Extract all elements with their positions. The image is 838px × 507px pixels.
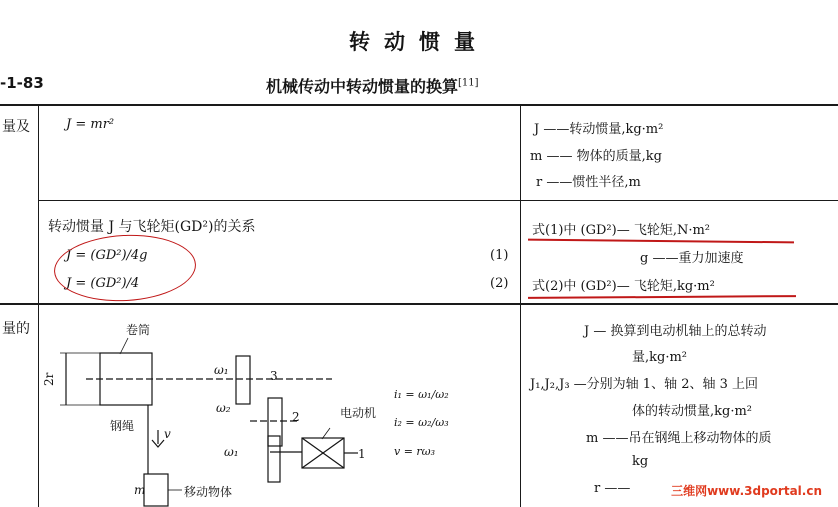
handwritten-underline-1	[528, 239, 794, 243]
mass-label: m	[134, 483, 146, 497]
row1-left-label: 量及	[2, 119, 30, 135]
definition-total-j: J — 换算到电动机轴上的总转动	[584, 324, 767, 339]
definition-total-j-cont: 量,kg·m²	[632, 350, 688, 365]
formula-2: J = (GD²)/4	[66, 276, 140, 291]
definition-gd2-formula2: 式(2)中 (GD²)— 飞轮矩,kg·m²	[532, 279, 715, 294]
omega-1-label: ω₁	[214, 363, 229, 377]
definition-r: r ——惯性半径,m	[536, 175, 641, 190]
row-divider	[0, 303, 838, 305]
gear-w1-upper	[236, 356, 250, 404]
axis-1-label: 1	[358, 447, 366, 461]
formula-1: J = (GD²)/4g	[66, 248, 148, 263]
dimension-label: 2r	[42, 372, 56, 386]
definition-gd2-formula1: 式(1)中 (GD²)— 飞轮矩,N·m²	[532, 223, 711, 238]
gear-w1-lower	[268, 436, 280, 482]
ratio-1: i₁ = ω₁/ω₂	[394, 388, 449, 401]
leader-motor	[322, 428, 330, 439]
handwritten-circle	[52, 231, 197, 304]
definition-j123: J₁,J₂,J₃ —分别为轴 1、轴 2、轴 3 上回	[530, 377, 759, 392]
right-column-rule	[520, 104, 521, 507]
table-number: -1-83	[0, 74, 44, 92]
rope-label: 钢绳	[110, 419, 135, 433]
definition-r-partial: r ——	[594, 481, 631, 496]
motor-label: 电动机	[340, 406, 377, 420]
velocity-label: v	[164, 427, 171, 441]
page-title: 转动惯量	[349, 29, 489, 54]
omega-2-label: ω₂	[216, 401, 231, 415]
moving-object	[144, 474, 168, 506]
handwritten-underline-2	[528, 295, 796, 298]
formula-j-mr2: J = mr²	[66, 117, 115, 132]
definition-m-rope-cont: kg	[632, 454, 649, 469]
definition-m: m —— 物体的质量,kg	[530, 149, 662, 164]
definition-j123-cont: 体的转动惯量,kg·m²	[632, 404, 753, 419]
hoist-diagram	[40, 306, 518, 507]
table-caption	[266, 74, 479, 97]
formula-1-number: (1)	[490, 248, 509, 263]
speed-formula: v = rω₃	[394, 445, 436, 458]
caption-reference: [11]	[458, 77, 479, 89]
leader-drum	[120, 338, 128, 354]
row3-left-label: 量的	[2, 321, 30, 337]
formula-2-number: (2)	[490, 276, 509, 291]
definition-j: J ——转动惯量,kg·m²	[534, 122, 664, 137]
table-top-rule	[0, 104, 838, 106]
watermark: 三维网www.3dportal.cn	[671, 484, 822, 498]
left-column-rule	[38, 104, 39, 507]
axis-2-label: 2	[292, 410, 300, 424]
caption-text: 机械传动中转动惯量的换算	[266, 77, 459, 96]
relation-heading: 转动惯量 J 与飞轮矩(GD²)的关系	[48, 219, 256, 235]
axis-3-label: 3	[270, 369, 278, 383]
ratio-2: i₂ = ω₂/ω₃	[394, 416, 449, 429]
inner-divider	[38, 200, 838, 201]
definition-m-rope: m ——吊在钢绳上移动物体的质	[586, 431, 772, 446]
drum-label: 卷筒	[126, 323, 151, 337]
object-label: 移动物体	[184, 485, 233, 499]
omega-1b-label: ω₁	[224, 445, 239, 459]
definition-g: g ——重力加速度	[640, 251, 744, 266]
